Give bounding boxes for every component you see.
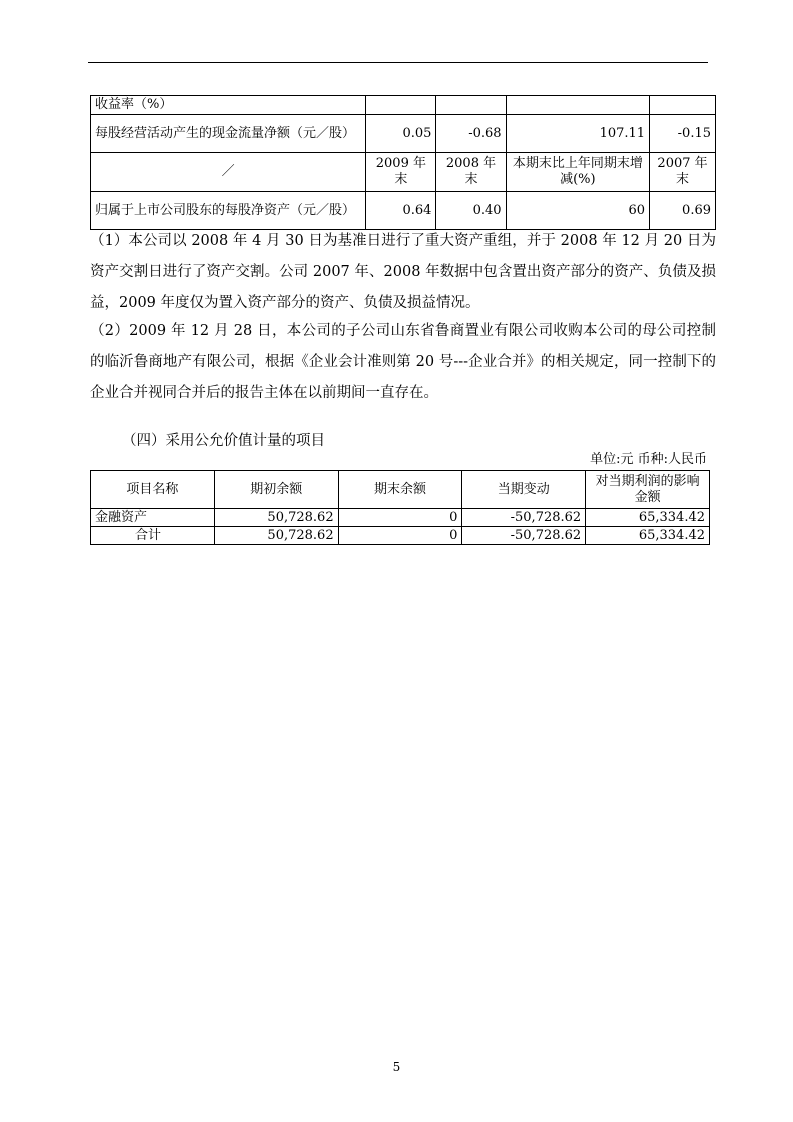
cash-flow-2009: 0.05: [366, 115, 436, 153]
table-cell: [366, 96, 436, 115]
closing-balance: 0: [338, 509, 462, 527]
cash-flow-2007: -0.15: [650, 115, 716, 153]
header-2008: 2008 年末: [436, 153, 506, 192]
closing-balance-total: 0: [338, 527, 462, 545]
note-paragraph-1: （1）本公司以 2008 年 4 月 30 日为基准日进行了重大资产重组，并于 2008 年 12 月 20 日为资产交割日进行了资产交割。公司 2007 年、2008 年数据中包含置出资产部分的资产、负债及损益，2009 年度仅为置入资产部分的资产、负债及损益情况。: [90, 233, 716, 311]
row-name-financial-assets: 金融资产: [91, 509, 215, 527]
row-label-cash-flow: 每股经营活动产生的现金流量净额（元／股）: [91, 115, 366, 153]
header-item-name: 项目名称: [91, 471, 215, 509]
header-rule: [88, 62, 708, 63]
table-row: [91, 96, 716, 115]
unit-label: 单位:元 币种:人民币: [590, 452, 707, 467]
row-label-nav: 归属于上市公司股东的每股净资产（元／股）: [91, 192, 366, 230]
nav-2007: 0.69: [650, 192, 716, 230]
fair-value-table: [90, 470, 710, 545]
table-cell: [436, 96, 506, 115]
header-change: 本期末比上年同期末增减(%): [506, 153, 649, 192]
table-row: [91, 509, 710, 527]
table-row: [91, 192, 716, 230]
cash-flow-2008: -0.68: [436, 115, 506, 153]
header-period-change: 当期变动: [462, 471, 586, 509]
header-2009: 2009 年末: [366, 153, 436, 192]
period-change-total: -50,728.62: [462, 527, 586, 545]
table-cell: [650, 96, 716, 115]
table-header-row: [91, 153, 716, 192]
header-2007: 2007 年末: [650, 153, 716, 192]
header-profit-impact: 对当期利润的影响金额: [586, 471, 710, 509]
note-paragraph-2: （2）2009 年 12 月 28 日，本公司的子公司山东省鲁商置业有限公司收购本公司的母公司控制的临沂鲁商地产有限公司，根据《企业会计准则第 20 号---企业合并》的相关规定，同一控制下的企业合并视同合并后的报告主体在以前期间一直存在。: [90, 323, 716, 401]
cash-flow-change: 107.11: [506, 115, 649, 153]
nav-2009: 0.64: [366, 192, 436, 230]
profit-impact-total: 65,334.42: [586, 527, 710, 545]
period-change: -50,728.62: [462, 509, 586, 527]
opening-balance-total: 50,728.62: [214, 527, 338, 545]
page-number: 5: [392, 1060, 401, 1074]
table-row-total: [91, 527, 710, 545]
header-opening-balance: 期初余额: [214, 471, 338, 509]
table-header-row: [91, 471, 710, 509]
header-closing-balance: 期末余额: [338, 471, 462, 509]
row-label-slash: ／: [91, 153, 366, 192]
nav-2008: 0.40: [436, 192, 506, 230]
table-cell: [506, 96, 649, 115]
nav-change: 60: [506, 192, 649, 230]
table-row: [91, 115, 716, 153]
opening-balance: 50,728.62: [214, 509, 338, 527]
row-label-yield: 收益率（%）: [91, 96, 366, 115]
financial-indicator-table: [90, 95, 716, 230]
row-name-total: 合计: [91, 527, 215, 545]
section-title: （四）采用公允价值计量的项目: [122, 433, 325, 449]
profit-impact: 65,334.42: [586, 509, 710, 527]
